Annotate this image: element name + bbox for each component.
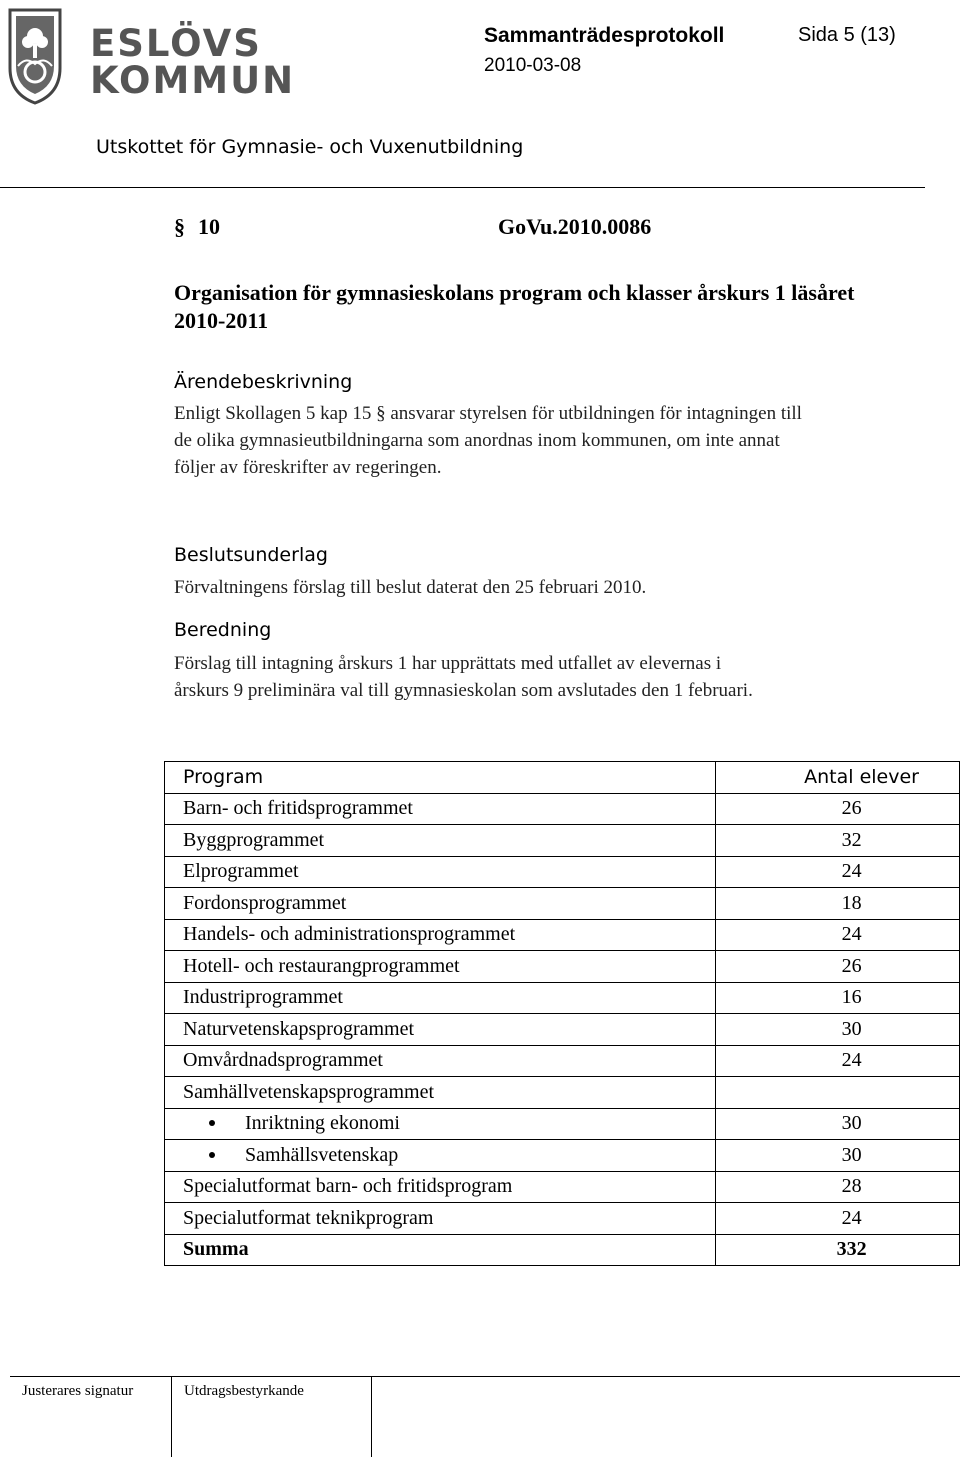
table-row <box>165 1045 960 1077</box>
signature-box: Justerares signatur <box>10 1377 172 1457</box>
program-cell: Byggprogrammet <box>165 825 716 857</box>
subprogram-cell: Samhällsvetenskap <box>165 1140 716 1172</box>
program-cell: Elprogrammet <box>165 856 716 888</box>
program-table <box>164 761 960 1266</box>
count-cell: 30 <box>716 1014 960 1046</box>
document-date: 2010-03-08 <box>484 55 582 76</box>
count-cell: 26 <box>716 951 960 983</box>
bullet-icon <box>209 1152 215 1158</box>
count-cell: 24 <box>716 1203 960 1235</box>
count-cell: 30 <box>716 1140 960 1172</box>
extract-box: Utdragsbestyrkande <box>172 1377 372 1457</box>
table-row <box>165 856 960 888</box>
table-row <box>165 919 960 951</box>
count-cell: 18 <box>716 888 960 920</box>
document-title: Sammanträdesprotokoll <box>484 24 725 47</box>
table-row <box>165 888 960 920</box>
count-cell: 32 <box>716 825 960 857</box>
table-row <box>165 1077 960 1109</box>
committee-name: Utskottet för Gymnasie- och Vuxenutbildning <box>96 136 524 158</box>
table-row <box>165 793 960 825</box>
program-cell: Hotell- och restaurangprogrammet <box>165 951 716 983</box>
page-number: Sida 5 (13) <box>798 24 896 46</box>
table-row <box>165 1171 960 1203</box>
count-cell: 26 <box>716 793 960 825</box>
count-cell: 24 <box>716 919 960 951</box>
case-title: Organisation för gymnasieskolans program och klasser årskurs 1 läsåret 2010-2011 <box>174 280 855 333</box>
program-cell: Naturvetenskapsprogrammet <box>165 1014 716 1046</box>
count-cell: 28 <box>716 1171 960 1203</box>
program-cell: Industriprogrammet <box>165 982 716 1014</box>
count-cell <box>716 1077 960 1109</box>
municipality-crest-logo <box>6 6 64 106</box>
table-row-sub <box>165 1140 960 1172</box>
bullet-icon <box>209 1120 215 1126</box>
section-heading-basis: Beslutsunderlag <box>174 544 328 566</box>
signature-footer <box>10 1376 960 1457</box>
program-cell: Specialutformat barn- och fritidsprogram <box>165 1171 716 1203</box>
table-row-sub <box>165 1108 960 1140</box>
section-heading-preparation: Beredning <box>174 619 272 641</box>
count-cell: 16 <box>716 982 960 1014</box>
program-cell: Specialutformat teknikprogram <box>165 1203 716 1235</box>
header-divider <box>0 187 925 188</box>
case-id: GoVu.2010.0086 <box>498 214 652 239</box>
section-heading-description: Ärendebeskrivning <box>174 371 353 393</box>
count-cell: 30 <box>716 1108 960 1140</box>
column-header-program: Program <box>165 762 716 794</box>
table-row <box>165 951 960 983</box>
subprogram-cell: Inriktning ekonomi <box>165 1108 716 1140</box>
table-row <box>165 1014 960 1046</box>
table-row <box>165 1203 960 1235</box>
program-cell: Barn- och fritidsprogrammet <box>165 793 716 825</box>
section-text-description: Enligt Skollagen 5 kap 15 § ansvarar styrelsen för utbildningen för intagningen till de olika gymnasieutbildningarna som anordnas inom kommunen, om inte annat följer av föreskrifter av regeringen. <box>174 403 802 478</box>
table-row <box>165 825 960 857</box>
section-text-basis: Förvaltningens förslag till beslut daterat den 25 februari 2010. <box>174 577 647 598</box>
table-row <box>165 982 960 1014</box>
table-sum-row <box>165 1234 960 1266</box>
section-symbol: § <box>174 214 185 239</box>
paragraph-number: § 10 <box>174 214 220 239</box>
count-cell: 24 <box>716 1045 960 1077</box>
table-header-row <box>165 762 960 794</box>
section-text-preparation: Förslag till intagning årskurs 1 har upprättats med utfallet av elevernas i årskurs 9 preliminära val till gymnasieskolan som avslutades den 1 februari. <box>174 653 753 701</box>
program-cell: Samhällvetenskapsprogrammet <box>165 1077 716 1109</box>
sum-value: 332 <box>716 1234 960 1266</box>
column-header-count: Antal elever <box>716 762 960 794</box>
count-cell: 24 <box>716 856 960 888</box>
program-cell: Handels- och administrationsprogrammet <box>165 919 716 951</box>
program-cell: Omvårdnadsprogrammet <box>165 1045 716 1077</box>
sum-label: Summa <box>165 1234 716 1266</box>
brand-wordmark: ESLÖVS KOMMUN <box>90 22 296 102</box>
program-cell: Fordonsprogrammet <box>165 888 716 920</box>
